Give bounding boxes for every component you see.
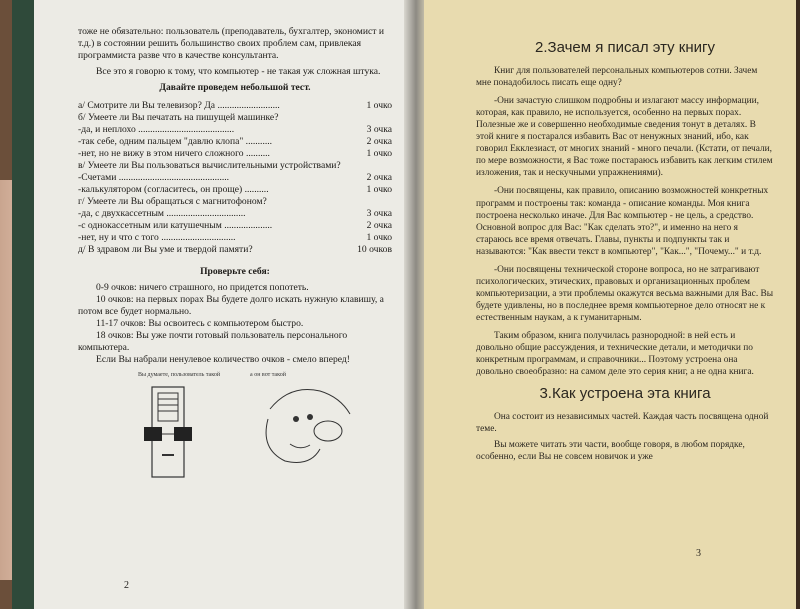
outro-line: Если Вы набрали ненулевое количество очков - смело вперед! [96,353,350,365]
test-row: -нет, ну и что с того ............................... 1 очко [78,231,392,243]
result-line: 18 очков: Вы уже почти готовый пользователь персонального компьютера. [78,329,348,353]
paragraph: -Они посвящены технической стороне вопроса, но не затрагивают психологических, этических, правовых и организационных проблем компьютеризации, а эти проблемы окажутся весьма важными для Вас. Вы будете удивлены, но в последнее время компьютерное дело относят не к естественным наукам, а к гуманитарным. [476,264,774,323]
test-row: б/ Умеете ли Вы печатать на пишущей машинке? [78,111,279,123]
left-page [34,0,412,609]
test-row: -нет, но не вижу в этом ничего сложного .......... 1 очко [78,147,392,159]
test-row: -калькулятором (согласитесь, он проще) .......... 1 очко [78,183,392,195]
illustrations [78,372,392,493]
paragraph: Она состоит из независимых частей. Каждая часть посвящена одной теме. [476,412,769,435]
test-row: а/ Смотрите ли Вы телевизор? Да .......................... 1 очко [78,99,392,111]
test-row: г/ Умеете ли Вы обращаться с магнитофоном? [78,195,267,207]
right-page [424,0,796,609]
test-row: д/ В здравом ли Вы уме и твердой памяти? 10 очков [78,243,392,255]
intro-paragraph-2: Все это я говорю к тому, что компьютер - не такая уж сложная штука. [96,65,381,77]
paragraph: -Они посвящены, как правило, описанию возможностей конкретных программ и построены так: команда - описание команды. Моя книга построена несколько иначе. Для Вас компьютер - не цель, а средство. Основной вопрос для Вас: "Как сделать это?", и именно на него я стараюсь все время отвечать. Главы, пункты и подпункты так и называются: "Как ввести текст в компьютер", "Как...", "Почему..." и т.д. [476,186,769,257]
test-row: -Счетами .............................................. 2 очка [78,171,392,183]
test-row: -да, с двухкассетным ................................. 3 очка [78,207,392,219]
test-row: в/ Умеете ли Вы пользоваться вычислительными устройствами? [78,159,341,171]
test-list [78,100,392,256]
intro-paragraph: тоже не обязательно: пользователь (преподаватель, бухгалтер, экономист и т.д.) в состоянии решить большинство своих проблем сам, привлекая программиста разве что в качестве консультанта. [78,26,385,61]
caption-right: а он вот такой [250,371,286,378]
paragraph: -Они зачастую слишком подробны и излагают массу информации, которая, как правило, не используется, особенно на первых порах. Полезные же и совершенно необходимые сведения тонут в деталях. В этой книге я постарался избавить Вас от ненужных знаний, ибо, как говорил Екклезиаст, от многих знаний - много печали. (Кстати, от печали, по мере возможности, я Вас тоже постараюсь избавить как легким стилем изложения, так и нескучными упражнениями). [476,96,773,179]
heading-why: 2.Зачем я писал эту книгу [535,39,715,56]
caption-left: Вы думаете, пользователь такой [138,371,221,378]
heading-structure: 3.Как устроена эта книга [539,384,711,402]
book-right-edge [796,0,800,609]
figure-right [250,372,360,493]
test-row: -да, и неплохо ........................................ 3 очка [78,123,392,135]
robot-illustration [138,379,198,489]
test-heading: Давайте проведем небольшой тест. [159,81,311,93]
result-line: 10 очков: на первых порах Вы будете долго искать нужную клавишу, а потом все будет нормально. [78,293,384,317]
paragraph: Вы можете читать эти части, вообще говоря, в любом порядке, особенно, если Вы не совсем новичок и уже [476,440,745,463]
paragraph: Таким образом, книга получилась разнородной: в ней есть и довольно общие рассуждения, и технические детали, и методички по конкретным программам, и справочники... Поэтому устроена она довольно своеобразно: на самом деле это серия книг, а не одна книга. [476,330,754,377]
page-number-left: 2 [124,580,129,591]
check-heading: Проверьте себя: [200,265,270,277]
test-row: -с однокассетным или катушечным .................... 2 очка [78,219,392,231]
test-row: -так себе, одним пальцем "давлю клопа" ........... 2 очка [78,135,392,147]
figure-left [138,372,220,493]
result-line: 11-17 очков: Вы освоитесь с компьютером быстро. [96,317,304,329]
page-number-right: 3 [696,548,701,559]
paragraph: Книг для пользователей персональных компьютеров сотни. Зачем мне понадобилось писать еще одну? [476,66,758,89]
result-line: 0-9 очков: ничего страшного, но придется попотеть. [96,281,309,293]
face-illustration [250,379,360,469]
